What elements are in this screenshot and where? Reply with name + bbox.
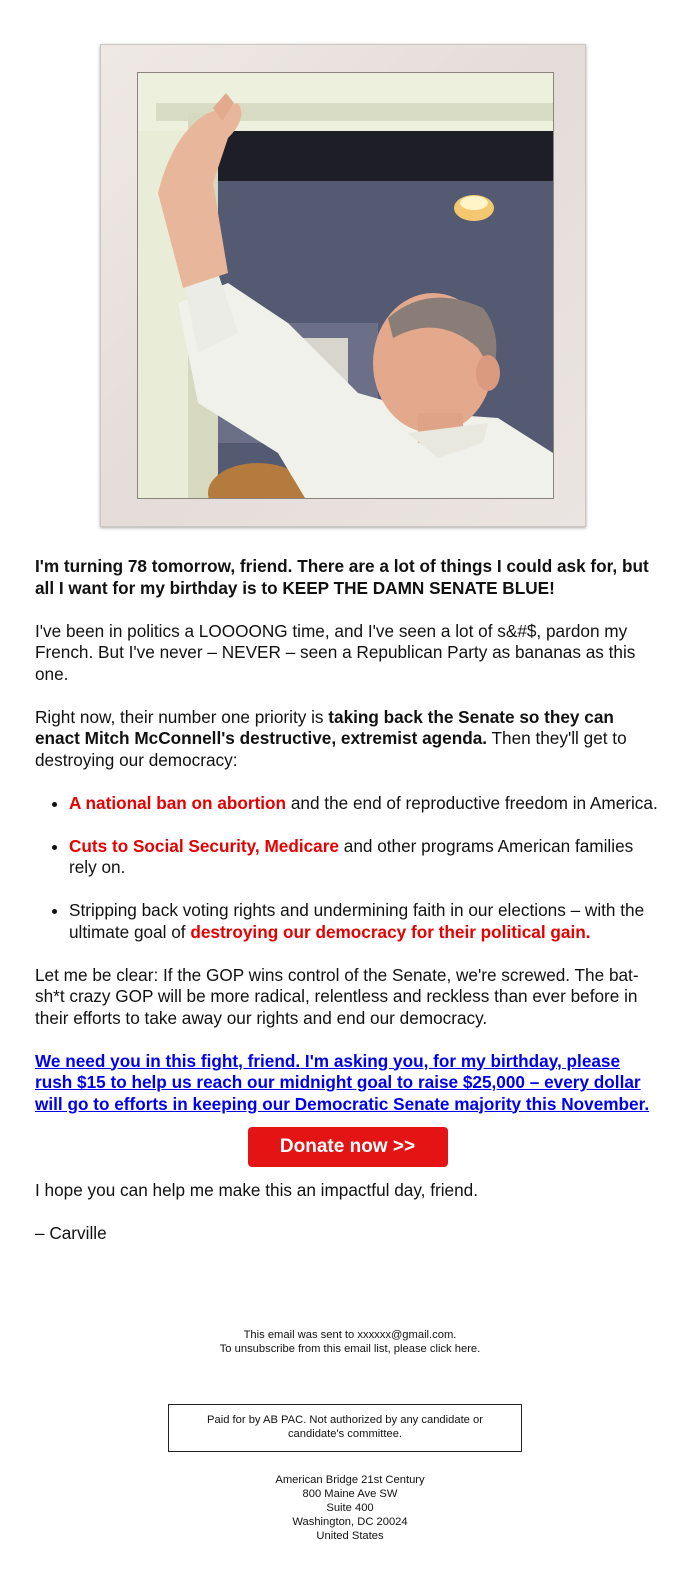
paragraph-2-end: Then they'll get to destroying our democracy: <box>35 728 627 770</box>
unsubscribe-prefix: To unsubscribe from this email list, please click <box>219 1343 455 1355</box>
paid-for-disclaimer: Paid for by AB PAC. Not authorized by any candidate or candidate's committee. <box>168 1404 522 1452</box>
header-photo <box>137 72 554 499</box>
agenda-list <box>35 793 660 944</box>
donate-now-button[interactable]: Donate now >> <box>248 1127 448 1167</box>
closing-text: I hope you can help me make this an impactful day, friend. <box>35 1179 478 1200</box>
intro-paragraph <box>35 556 660 599</box>
recipient-email: xxxxxx@gmail.com. <box>357 1329 457 1341</box>
signature: – Carville <box>35 1222 107 1243</box>
list-item <box>69 900 660 943</box>
paragraph-1: I've been in politics a LOOOONG time, and I've seen a lot of s&#$, pardon my French. But I've never – NEVER – seen a Republican Party as bananas as this one. <box>35 620 636 684</box>
email-body <box>35 556 660 1266</box>
paragraph-2-start: Right now, their number one priority is <box>35 706 329 727</box>
sent-to-line <box>0 1328 700 1342</box>
intro-text: I'm turning 78 tomorrow, friend. There are a lot of things I could ask for, but all I want for my birthday is to KEEP THE DAMN SENATE BLUE! <box>35 556 649 598</box>
paragraph-3: Let me be clear: If the GOP wins control of the Senate, we're screwed. The bat-sh*t crazy GOP will be more radical, relentless and reckless than ever before in their efforts to take away our rights and end our democracy. <box>35 964 639 1028</box>
list-item-highlight: Cuts to Social Security, Medicare <box>69 835 339 856</box>
donate-text-link[interactable]: We need you in this fight, friend. I'm asking you, for my birthday, please rush $15 to help us reach our midnight goal to raise $25,000 – every dollar will go to efforts in keeping our Democratic Senate majority this November. <box>35 1050 650 1114</box>
paragraph-2-bold: taking back the Senate so they can enact Mitch McConnell's destructive, extremist agenda. <box>35 706 614 748</box>
unsubscribe-suffix: . <box>477 1343 481 1355</box>
photo-frame <box>100 44 586 527</box>
list-item-text: and the end of reproductive freedom in America. <box>286 792 658 813</box>
list-item-text: and other programs American families rely on. <box>69 835 634 877</box>
photo-illustration <box>138 73 553 498</box>
list-item-text: Stripping back voting rights and undermining faith in our elections – with the ultimate goal of <box>69 900 645 942</box>
sent-to-prefix: This email was sent to <box>243 1329 358 1341</box>
list-item <box>69 836 660 879</box>
address-line: United States <box>316 1530 384 1542</box>
unsubscribe-line <box>0 1342 700 1356</box>
list-item-highlight: destroying our democracy for their political gain. <box>190 921 591 942</box>
address-line: 800 Maine Ave SW <box>302 1488 398 1500</box>
address-line: Suite 400 <box>326 1502 374 1514</box>
paragraph-2 <box>35 707 660 772</box>
unsubscribe-link[interactable]: here <box>454 1343 478 1355</box>
mailing-address <box>0 1473 700 1543</box>
cta-paragraph <box>35 1051 660 1116</box>
list-item <box>69 793 660 815</box>
list-item-highlight: A national ban on abortion <box>69 792 287 813</box>
address-line: American Bridge 21st Century <box>275 1474 425 1486</box>
address-line: Washington, DC 20024 <box>292 1516 408 1528</box>
footer-email-notice <box>0 1328 700 1356</box>
donate-button-container <box>35 1127 660 1167</box>
